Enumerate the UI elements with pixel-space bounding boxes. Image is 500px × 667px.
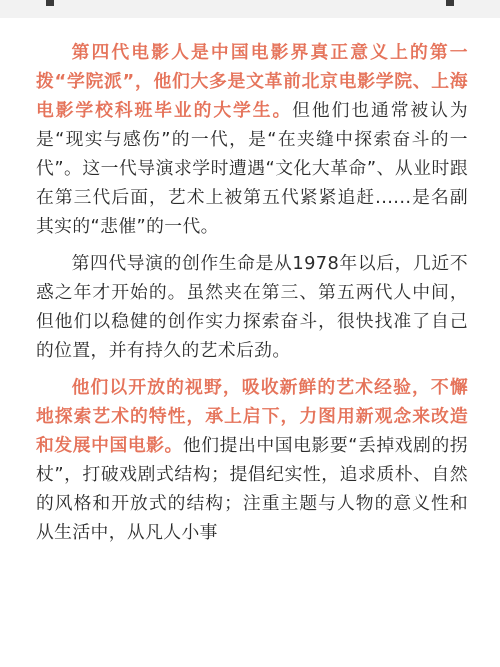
paragraph-1-text: 但他们也通常被认为是“现实与感伤”的一代，是“在夹缝中探索奋斗的一代”。这一代导演求学时遭遇“文化大革命”、从业时跟在第三代后面，艺术上被第五代紧紧追赶......是名副其实的“悲催”的一代。 [36,100,468,237]
paragraph-3-text: 他们提出中国电影要“丢掉戏剧的拐杖”，打破戏剧式结构；提倡纪实性，追求质朴、自然的风格和开放式的结构；注重主题与人物的意义性和从生活中，从凡人小事 [36,435,468,543]
paragraph-1-highlight: 第四代电影人是中国电影界真正意义上的第一拨“学院派”，他们大多是文革前北京电影学院、上海电影学校科班毕业的大学生。 [36,42,468,121]
top-image-edge [0,0,500,18]
paragraph-2-text: 第四代导演的创作生命是从1978年以后，几近不惑之年才开始的。虽然夹在第三、第五两代人中间，但他们以稳健的创作实力探索奋斗，很快找准了自己的位置，并有持久的艺术后劲。 [36,253,468,361]
image-edge-right [446,0,454,6]
paragraph-3-highlight: 他们以开放的视野，吸收新鲜的艺术经验，不懈地探索艺术的特性，承上启下，力图用新观念来改造和发展中国电影。 [36,377,468,456]
paragraph-1 [36,38,468,241]
paragraph-3 [36,373,468,547]
article-body [36,38,468,555]
image-edge-left [46,0,54,6]
paragraph-2 [36,249,468,365]
